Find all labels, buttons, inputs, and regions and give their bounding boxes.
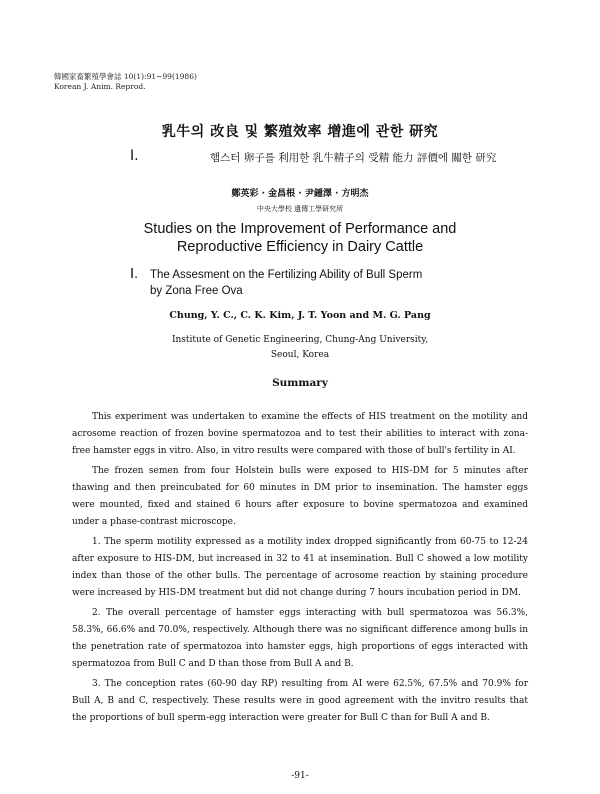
summary-paragraph: The frozen semen from four Holstein bulls were exposed to HIS-DM for 5 minutes after thawing and then preincubated for 60 minutes in DM prior to insemination. The hamster eggs were mounted, fixed and stained 6 hours after exposure to bovine spermatozoa and examined under a phase-contrast microscope.: [72, 466, 528, 527]
english-part-number: Ⅰ.: [130, 265, 139, 281]
journal-citation-english: Korean J. Anim. Reprod.: [54, 82, 146, 91]
journal-citation: [54, 72, 197, 92]
english-subtitle-line1: The Assesment on the Fertilizing Ability of Bull Sperm: [150, 269, 423, 281]
english-title-line1: Studies on the Improvement of Performance and: [143, 221, 457, 237]
journal-citation-korean: 韓國家畜繁殖學會誌 10(1):91~99(1986): [54, 72, 197, 81]
english-affiliation-line2: Seoul, Korea: [270, 350, 330, 360]
summary-body: [72, 409, 528, 731]
english-authors: Chung, Y. C., C. K. Kim, J. T. Yoon and M. G. Pang: [169, 310, 431, 321]
korean-subtitle: 햄스터 卵子를 利用한 乳牛精子의 受精 能力 評價에 關한 研究: [210, 152, 497, 164]
korean-authors: 鄭英彩 · 金昌根 · 尹鍾澤 · 方明杰: [231, 189, 369, 199]
english-subtitle-line2: by Zona Free Ova: [150, 285, 243, 297]
korean-affiliation: 中央大學校 遺傳工學研究所: [256, 205, 344, 213]
english-title-line2: Reproductive Efficiency in Dairy Cattle: [176, 239, 424, 255]
korean-title: 乳牛의 改良 및 繁殖效率 增進에 관한 研究: [161, 124, 439, 140]
english-subtitle: [130, 265, 422, 299]
summary-paragraph: 1. The sperm motility expressed as a motility index dropped significantly from 60-75 to 12-24 after exposure to HIS-DM, but increased in 32 to 41 at insemination. Bull C showed a low motility index than those of the other bulls. The percentage of acrosome reaction by staining procedure were increased by HIS-DM treatment but did not change during 7 hours incubation period in DM.: [72, 537, 528, 598]
english-affiliation: [0, 333, 600, 363]
page-number: -91-: [291, 771, 309, 781]
english-affiliation-line1: Institute of Genetic Engineering, Chung-Ang University,: [171, 335, 429, 345]
summary-heading: Summary: [272, 377, 328, 389]
summary-paragraph: This experiment was undertaken to examine the effects of HIS treatment on the motility and acrosome reaction of frozen bovine spermatozoa and to test their abilities to interact with zona-free hamster eggs in vitro. Also, in vitro results were compared with those of bull's fertility in AI.: [72, 412, 528, 456]
summary-paragraph: 2. The overall percentage of hamster eggs interacting with bull spermatozoa was 56.3%, 58.3%, 66.6% and 70.0%, respectively. Although there was no significant difference among bulls in the penetration rate of spermatozoa into hamster eggs, high proportions of eggs interacted with spermatozoa from Bull C and D than those from Bull A and B.: [72, 608, 528, 669]
korean-part-number: Ⅰ.: [130, 148, 139, 164]
summary-paragraph: 3. The conception rates (60-90 day RP) resulting from AI were 62.5%, 67.5% and 70.9% for Bull A, B and C, respectively. These results were in good agreement with the invitro results that the proportions of bull sperm-egg interaction were greater for Bull C than for Bull A and B.: [72, 679, 528, 723]
